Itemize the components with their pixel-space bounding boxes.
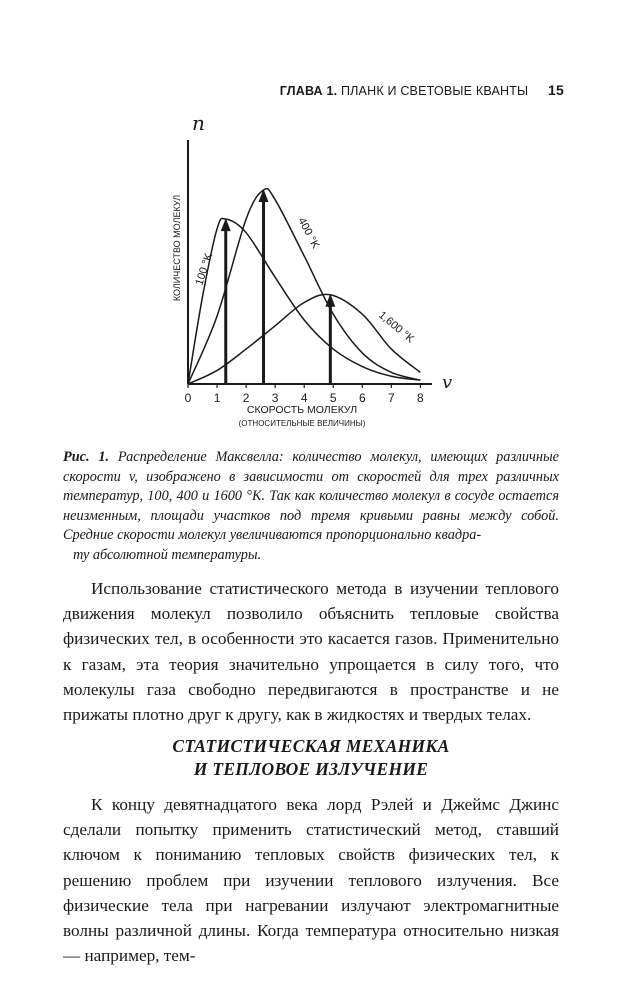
chapter-title: ПЛАНК И СВЕТОВЫЕ КВАНТЫ [340, 84, 529, 98]
x-tick-label: 0 [184, 391, 192, 405]
section-heading [63, 735, 559, 781]
x-tick-label: 1 [213, 391, 221, 405]
section-heading-line-1: СТАТИСТИЧЕСКАЯ МЕХАНИКА [172, 736, 450, 756]
x-tick-label: 4 [300, 391, 308, 405]
peak-arrow-head-1 [259, 189, 269, 202]
curve-label-100: 100 °K [193, 251, 216, 287]
figure-caption [63, 448, 559, 565]
x-axis-label: СКОРОСТЬ МОЛЕКУЛ [246, 404, 358, 416]
x-tick-label: 5 [329, 391, 337, 405]
curve-1600k [188, 294, 420, 384]
x-tick-label: 6 [358, 391, 366, 405]
body-paragraph-1: Использование статистического метода в изучении теплового движения молекул позволило объяснить тепловые свойства физических тел, в особенности это касается газов. Применительно к газам, эта теория значительно упрощается в силу того, что молекулы газа свободно передвигаются в пространстве и не прижаты плотно друг к другу, как в жидкостях и твердых телах. [63, 579, 559, 725]
caption-tail: ту абсолютной температуры. [73, 546, 262, 563]
x-axis-sublabel: (ОТНОСИТЕЛЬНЫЕ ВЕЛИЧИНЫ) [238, 419, 366, 428]
x-axis-symbol: v [442, 372, 453, 393]
curve-label-1600: 1,600 °K [376, 309, 417, 346]
chapter-label: ГЛАВА 1. [279, 84, 338, 98]
x-tick-label: 7 [387, 391, 395, 405]
x-tick-label: 8 [417, 391, 424, 405]
page-number: 15 [548, 82, 564, 98]
y-axis-symbol: n [192, 111, 205, 135]
x-tick-label: 2 [242, 391, 250, 405]
y-axis-label: КОЛИЧЕСТВО МОЛЕКУЛ [172, 194, 182, 302]
caption-text: Распределение Максвелла: количество молекул, имеющих различные скорости v, изображено в зависимости от скоростей для трех различных температур, 100, 400 и 1600 °K. Так как количество молекул в сосуде остается неизменным, площади участков под тремя кривыми равны между собой. Средние скорости молекул увеличиваются пропорционально квадра- [63, 449, 560, 543]
curve-label-400: 400 °K [295, 215, 322, 251]
x-tick-label: 3 [271, 391, 279, 405]
curve-100k [188, 215, 420, 384]
running-head [0, 82, 564, 98]
section-heading-line-2: И ТЕПЛОВОЕ ИЗЛУЧЕНИЕ [193, 759, 429, 779]
maxwell-distribution-figure [170, 108, 470, 448]
body-paragraph-2: К концу девятнадцатого века лорд Рэлей и Джеймс Джинс сделали попытку применить статистический метод, ставший ключом к пониманию тепловых свойств физических тел, к решению проблем при изучении теплового излучения. Все физические тела при нагревании излучают электромагнитные волны различной длины. Когда температура относительно низкая — например, тем- [63, 795, 559, 966]
caption-label: Рис. 1. [63, 449, 110, 465]
